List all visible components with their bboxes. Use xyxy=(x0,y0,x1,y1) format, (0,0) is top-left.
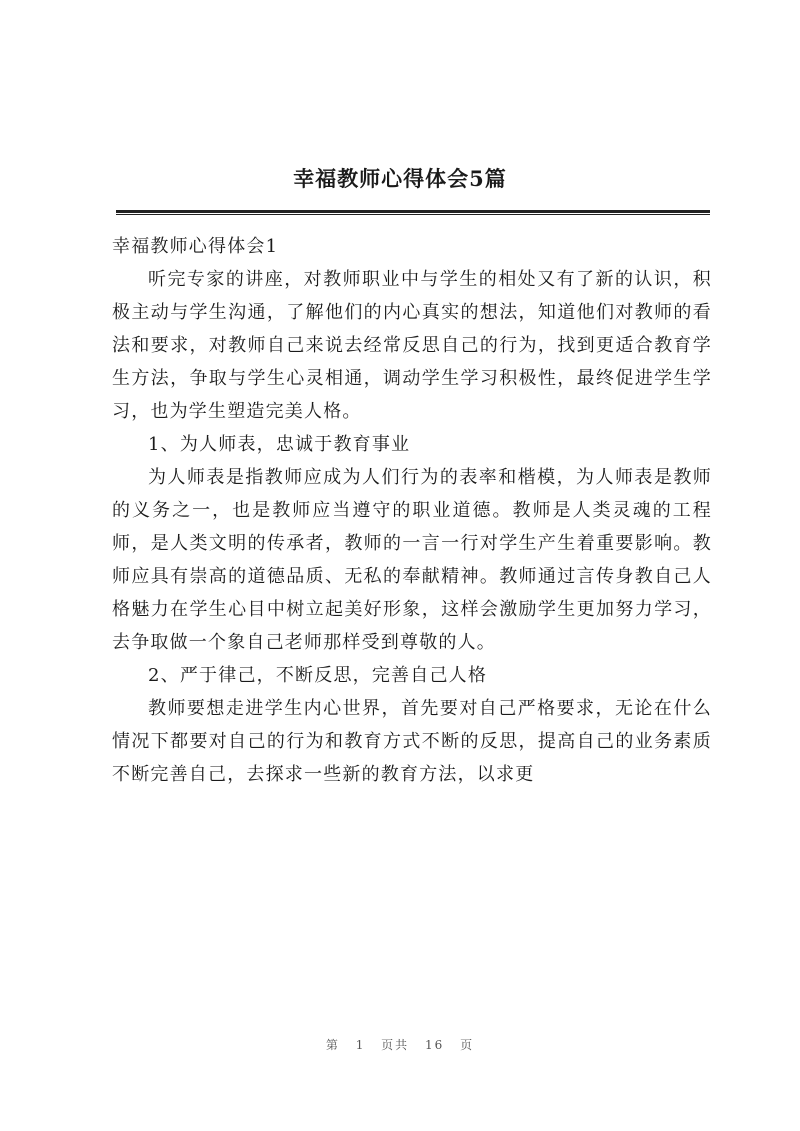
footer-suffix: 页 xyxy=(460,1038,475,1052)
page-footer xyxy=(0,1036,800,1053)
subheading-1: 1、为人师表，忠诚于教育事业 xyxy=(148,434,411,455)
paragraph-1: 为人师表是指教师应成为人们行为的表率和楷模，为人师表是教师的义务之一，也是教师应当遵守的职业道德。教师是人类灵魂的工程师，是人类文明的传承者，教师的一言一行对学生产生着重要影响。教师应具有崇高的道德品质、无私的奉献精神。教师通过言传身教自己人格魅力在学生心目中树立起美好形象，这样会激励学生更加努力学习，去争取做一个象自己老师那样受到尊敬的人。 xyxy=(112,467,712,653)
document-body xyxy=(112,230,712,791)
footer-current-page: 1 xyxy=(355,1038,366,1052)
footer-prefix: 第 xyxy=(325,1038,340,1052)
paragraph-intro: 听完专家的讲座，对教师职业中与学生的相处又有了新的认识，积极主动与学生沟通，了解他们的内心真实的想法，知道他们对教师的看法和要求，对教师自己来说去经常反思自己的行为，找到更适合教育学生方法，争取与学生心灵相通，调动学生学习积极性，最终促进学生学习，也为学生塑造完美人格。 xyxy=(112,269,712,422)
footer-mid: 页共 xyxy=(381,1038,410,1052)
document-title: 幸福教师心得体会5篇 xyxy=(293,166,507,191)
section-title: 幸福教师心得体会1 xyxy=(112,236,279,257)
footer-total-pages: 16 xyxy=(425,1038,445,1052)
title-divider xyxy=(116,210,710,213)
paragraph-2: 教师要想走进学生内心世界，首先要对自己严格要求，无论在什么情况下都要对自己的行为和教育方式不断的反思，提高自己的业务素质不断完善自己，去探求一些新的教育方法，以求更 xyxy=(112,698,712,785)
subheading-2: 2、严于律己，不断反思，完善自己人格 xyxy=(148,665,488,686)
